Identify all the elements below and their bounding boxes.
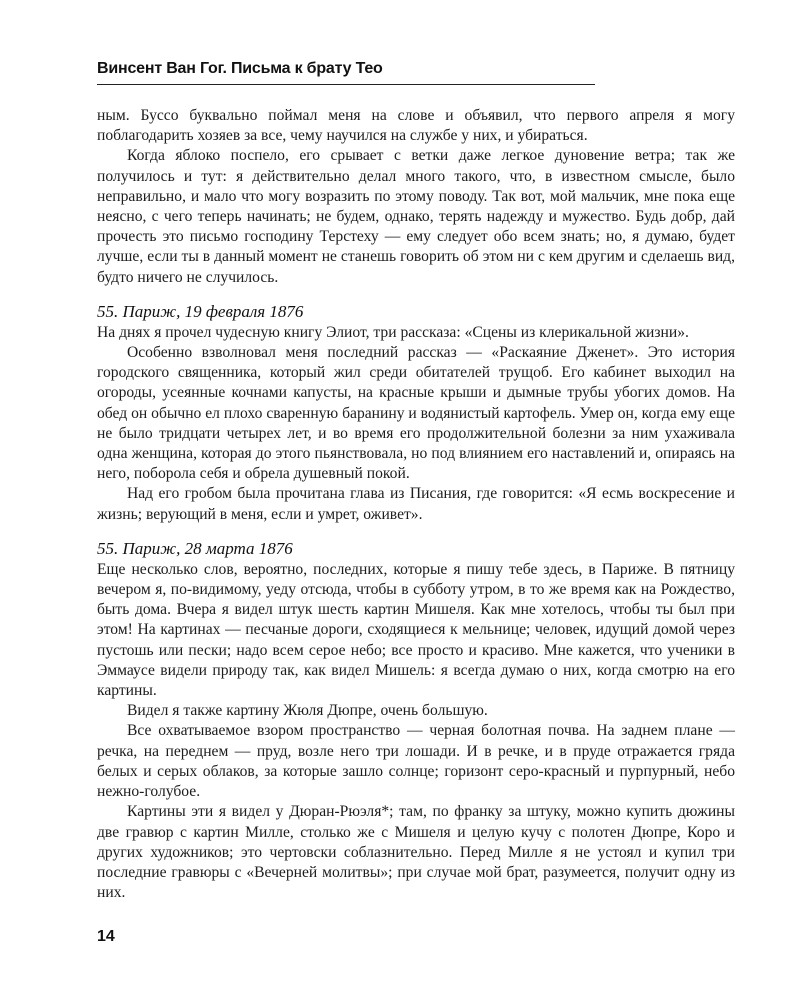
page-number: 14 xyxy=(97,928,115,945)
paragraph: Видел я также картину Жюля Дюпре, очень большую. xyxy=(127,702,488,720)
header-rule xyxy=(97,84,595,85)
letter-heading: 55. Париж, 19 февраля 1876 xyxy=(97,301,304,321)
running-head-title: Винсент Ван Гог. Письма к брату Тео xyxy=(97,60,383,77)
letter-55-feb xyxy=(97,301,735,525)
paragraph: Все охватываемое взором пространство — черная болотная почва. На заднем плане — речка, на переднем — пруд, возле него три лошади. И в речке, и в пруде отражается гряда белых и серых облаков, за которые зашло солнце; горизонт серо-красный и пурпурный, небо нежно-голубое. xyxy=(97,722,735,801)
paragraph: ным. Буссо буквально поймал меня на слове и объявил, что первого апреля я могу поблагодарить хозяев за все, чему научился на службе у них, и убираться. xyxy=(97,107,735,145)
page-body xyxy=(97,106,735,903)
paragraph: На днях я прочел чудесную книгу Элиот, три рассказа: «Сцены из клерикальной жизни». xyxy=(97,323,689,341)
letter-55-mar xyxy=(97,538,735,903)
paragraph: Картины эти я видел у Дюран-Рюэля*; там, по франку за штуку, можно купить дюжины две гравюр с картин Милле, столько же с Мишеля и целую кучу с полотен Дюпре, Коро и других художников; это чертовски соблазнительно. Перед Милле я не устоял и купил три последние гравюры с «Вечерней молитвы»; при случае мой брат, разумеется, получит одну из них. xyxy=(97,803,735,902)
letter-heading: 55. Париж, 28 марта 1876 xyxy=(97,538,293,558)
paragraph: Особенно взволновал меня последний рассказ — «Раскаяние Дженет». Это история городского священника, который жил среди обитателей трущоб. Его кабинет выходил на огороды, усеянные кочнами капусты, на красные крыши и дымные трубы убогих домов. На обед он обычно ел плохо сваренную баранину и водянистый картофель. Умер он, когда ему еще не было тридцати четырех лет, и во время его продолжительной болезни за ним ухаживала одна женщина, которая до этого пьянствовала, но под влиянием его наставлений и, опираясь на него, поборола себя и обрела душевный покой. xyxy=(97,344,735,483)
paragraph: Когда яблоко поспело, его срывает с ветки даже легкое дуновение ветра; так же получилось и тут: я действительно делал много такого, что, в известном смысле, было неправильно, и мало что могу возразить по этому поводу. Так вот, мой мальчик, мне пока еще неясно, с чего теперь начинать; не будем, однако, терять надежду и мужество. Будь добр, дай прочесть это письмо господину Терстеху — ему следует обо всем знать; но, я думаю, будет лучше, если ты в данный момент не станешь говорить об этом ни с кем другим и сделаешь вид, будто ничего не случилось. xyxy=(97,147,735,286)
paragraph: Над его гробом была прочитана глава из Писания, где говорится: «Я есмь воскресение и жизнь; верующий в меня, если и умрет, оживет». xyxy=(97,485,735,523)
paragraph: Еще несколько слов, вероятно, последних, которые я пишу тебе здесь, в Париже. В пятницу вечером я, по-видимому, уеду отсюда, чтобы в субботу утром, в то же время как на Рождество, быть дома. Вчера я видел штук шесть картин Мишеля. Как мне хотелось, чтобы ты был при этом! На картинах — песчаные дороги, сходящиеся к мельнице; человек, идущий домой через пустошь или пески; надо всем серое небо; все просто и красиво. Мне кажется, что ученики в Эммаусе видели природу так, как видел Мишель: я всегда думаю о них, когда смотрю на его картины. xyxy=(97,560,735,700)
